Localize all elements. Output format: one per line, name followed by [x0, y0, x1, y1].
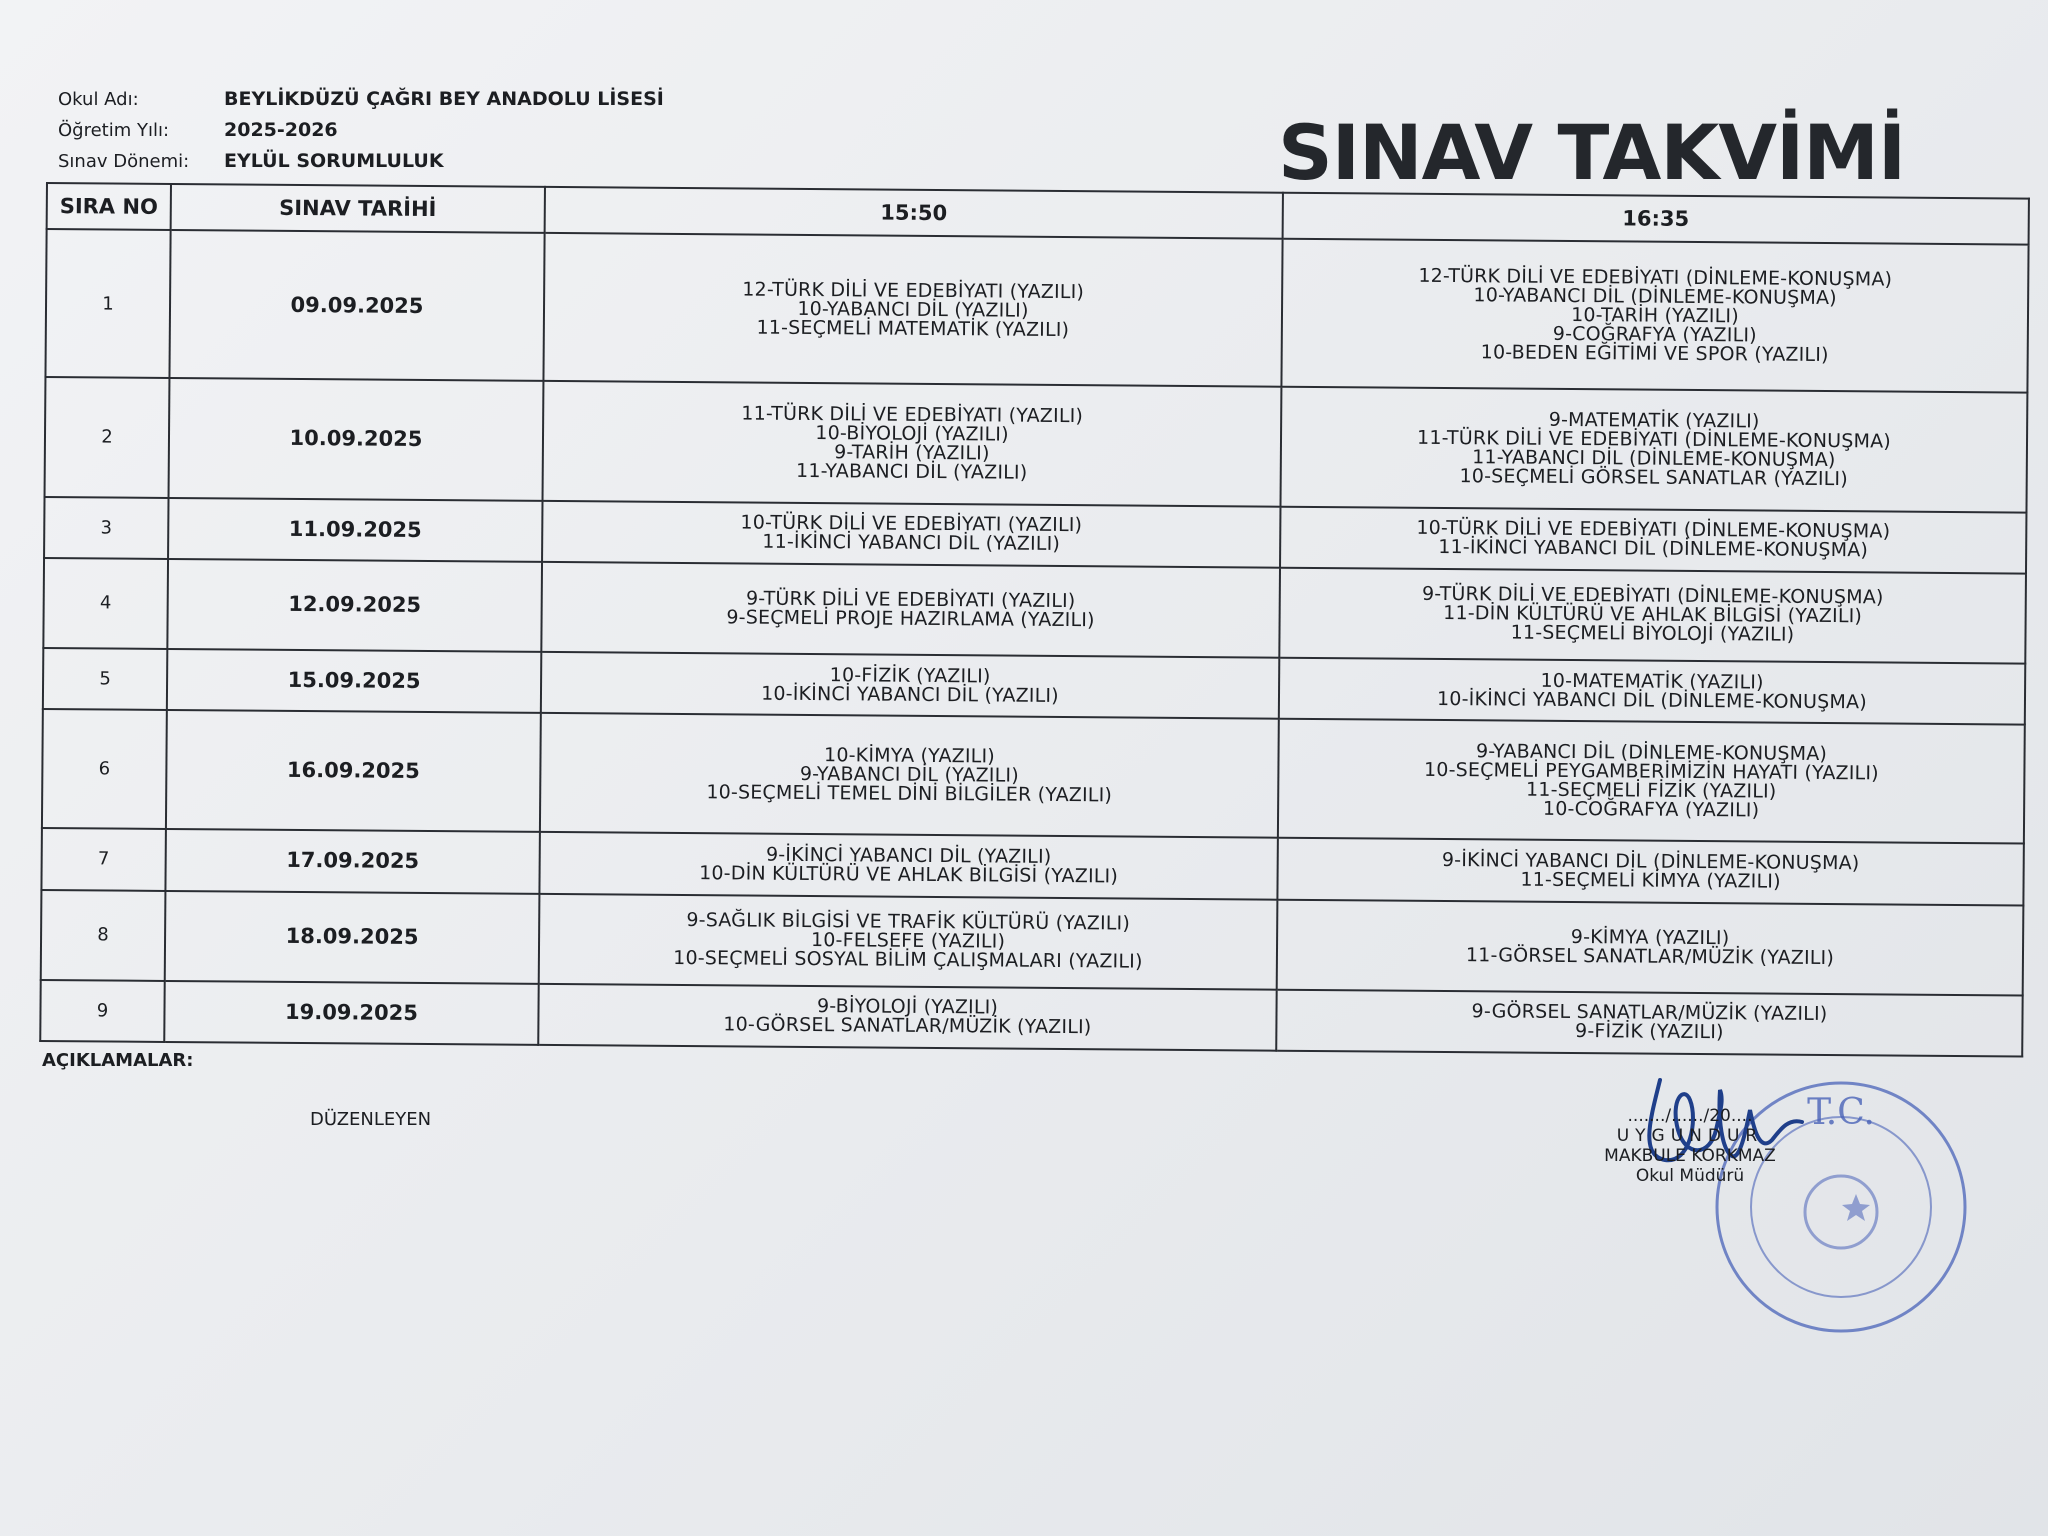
year-label: Öğretim Yılı: [58, 120, 170, 141]
exam-entry: 11-İKİNCİ YABANCI DİL (DİNLEME-KONUŞMA) [1438, 536, 1869, 562]
exam-entry: 10-İKİNCİ YABANCI DİL (YAZILI) [761, 682, 1059, 707]
table-row [41, 890, 2024, 996]
exam-entry: 9-SEÇMELİ PROJE HAZIRLAMA (YAZILI) [726, 606, 1095, 632]
table-row [43, 558, 2026, 664]
exam-entry: 10-SEÇMELİ TEMEL DİNİ BİLGİLER (YAZILI) [706, 781, 1113, 807]
exam-entry: 11-SEÇMELİ FİZİK (YAZILI) [1525, 778, 1777, 803]
header-session-2: 16:35 [1283, 193, 2029, 245]
session-1635-cell [1280, 506, 2026, 573]
exam-entry: 9-SAĞLIK BİLGİSİ VE TRAFİK KÜLTÜRÜ (YAZILI) [686, 909, 1131, 935]
exam-entry: 9-İKİNCİ YABANCI DİL (DİNLEME-KONUŞMA) [1441, 848, 1860, 875]
exam-entry: 10-SEÇMELİ GÖRSEL SANATLAR (YAZILI) [1459, 465, 1848, 491]
exam-entry: 10-BİYOLOJİ (YAZILI) [815, 422, 1009, 446]
stamp-text: T.C. [1807, 1092, 1875, 1133]
exam-entry: 10-GÖRSEL SANATLAR/MÜZİK (YAZILI) [723, 1013, 1092, 1039]
session-1550-cell [541, 562, 1280, 658]
exam-entry: 11-YABANCI DİL (DİNLEME-KONUŞMA) [1472, 446, 1836, 472]
period-label: Sınav Dönemi: [58, 151, 190, 172]
schedule-body [40, 229, 2028, 1057]
exam-entry: 10-MATEMATİK (YAZILI) [1540, 669, 1764, 694]
exam-entry: 9-COĞRAFYA (YAZILI) [1552, 322, 1757, 347]
session-1550-cell [540, 713, 1279, 838]
exam-date: 12.09.2025 [167, 559, 542, 652]
exam-entry: 9-İKİNCİ YABANCI DİL (YAZILI) [765, 843, 1052, 868]
session-1550-cell [539, 832, 1277, 899]
exam-entry: 10-İKİNCİ YABANCI DİL (DİNLEME-KONUŞMA) [1436, 687, 1867, 713]
table-row [45, 229, 2028, 393]
exam-date: 19.09.2025 [164, 981, 538, 1045]
header-session-1: 15:50 [545, 187, 1283, 239]
session-1635-cell [1277, 899, 2024, 995]
row-number: 1 [45, 229, 170, 378]
row-number: 4 [43, 558, 168, 649]
exam-entry: 9-BİYOLOJİ (YAZILI) [816, 995, 999, 1019]
exam-entry: 9-TÜRK DİLİ VE EDEBİYATI (YAZILI) [745, 587, 1076, 612]
exam-entry: 11-TÜRK DİLİ VE EDEBİYATI (DİNLEME-KONUŞMA) [1417, 426, 1892, 453]
row-number: 9 [40, 980, 164, 1042]
exam-entry: 10-TARİH (YAZILI) [1571, 303, 1739, 327]
session-1550-cell [542, 501, 1280, 568]
exam-entry: 9-TÜRK DİLİ VE EDEBİYATI (DİNLEME-KONUŞMA) [1421, 583, 1884, 609]
exam-entry: 10-FİZİK (YAZILI) [829, 663, 991, 687]
exam-entry: 10-YABANCI DİL (YAZILI) [797, 297, 1029, 322]
row-number: 6 [42, 709, 167, 829]
exam-entry: 10-FELSEFE (YAZILI) [810, 929, 1006, 953]
academic-year: 2025-2026 [224, 119, 338, 141]
exam-entry: 10-YABANCI DİL (DİNLEME-KONUŞMA) [1473, 283, 1837, 309]
row-number: 5 [43, 648, 167, 710]
session-1550-cell [539, 893, 1278, 989]
session-1635-cell [1281, 239, 2028, 393]
exam-entry: 10-TÜRK DİLİ VE EDEBİYATI (DİNLEME-KONUŞMA) [1416, 516, 1891, 543]
exam-entry: 11-SEÇMELİ BİYOLOJİ (YAZILI) [1510, 621, 1795, 647]
approval-date: ......./....../20.... [1627, 1106, 1753, 1126]
session-1550-cell [543, 381, 1282, 506]
exam-entry: 9-GÖRSEL SANATLAR/MÜZİK (YAZILI) [1471, 1000, 1828, 1026]
document-meta [58, 84, 664, 177]
row-number: 2 [45, 377, 170, 497]
exam-entry: 9-FİZİK (YAZILI) [1575, 1020, 1724, 1044]
exam-date: 09.09.2025 [169, 230, 544, 381]
header-sinav-tarihi: SINAV TARİHİ [171, 184, 545, 233]
row-number: 3 [44, 497, 168, 559]
exam-entry: 12-TÜRK DİLİ VE EDEBİYATI (YAZILI) [742, 278, 1085, 303]
row-number: 8 [41, 890, 166, 981]
exam-entry: 10-KİMYA (YAZILI) [824, 744, 996, 768]
exam-date: 10.09.2025 [169, 378, 544, 500]
exam-date: 16.09.2025 [166, 710, 541, 832]
exam-entry: 11-TÜRK DİLİ VE EDEBİYATI (YAZILI) [741, 402, 1084, 428]
exam-entry: 10-SEÇMELİ PEYGAMBERİMİZİN HAYATI (YAZILI) [1423, 758, 1879, 785]
exam-entry: 9-TARİH (YAZILI) [834, 441, 990, 465]
exam-entry: 11-SEÇMELİ KİMYA (YAZILI) [1520, 868, 1781, 893]
table-row [45, 377, 2028, 512]
table-row [42, 709, 2025, 844]
period-row [58, 146, 664, 177]
notes-label: AÇIKLAMALAR: [42, 1050, 194, 1071]
exam-entry: 10-DİN KÜLTÜRÜ VE AHLAK BİLGİSİ (YAZILI) [699, 862, 1119, 888]
year-row [58, 115, 664, 146]
session-1635-cell [1277, 838, 2023, 905]
exam-entry: 9-KİMYA (YAZILI) [1570, 925, 1730, 949]
exam-entry: 11-YABANCI DİL (YAZILI) [796, 459, 1028, 484]
exam-date: 15.09.2025 [167, 649, 541, 713]
exam-date: 11.09.2025 [168, 498, 542, 562]
session-1550-cell [538, 984, 1276, 1051]
session-1635-cell [1280, 387, 2027, 512]
exam-date: 18.09.2025 [165, 891, 540, 984]
prepared-by-label: DÜZENLEYEN [310, 1109, 432, 1130]
exam-entry: 12-TÜRK DİLİ VE EDEBİYATI (DİNLEME-KONUŞMA) [1418, 264, 1893, 291]
exam-period: EYLÜL SORUMLULUK [224, 150, 444, 172]
header-sira-no: SIRA NO [47, 183, 171, 230]
school-row [58, 84, 664, 115]
session-1635-cell [1278, 719, 2025, 844]
session-1635-cell [1276, 989, 2022, 1056]
exam-entry: 11-GÖRSEL SANATLAR/MÜZİK (YAZILI) [1465, 943, 1835, 969]
session-1635-cell [1279, 658, 2025, 725]
school-name: BEYLİKDÜZÜ ÇAĞRI BEY ANADOLU LİSESİ [224, 88, 664, 110]
principal-title: Okul Müdürü [1635, 1166, 1745, 1186]
exam-entry: 9-YABANCI DİL (YAZILI) [799, 763, 1019, 787]
exam-entry: 10-TÜRK DİLİ VE EDEBİYATI (YAZILI) [740, 511, 1083, 537]
exam-entry: 11-İKİNCİ YABANCI DİL (YAZILI) [762, 530, 1061, 556]
approval-label: UYGUNDUR [1616, 1126, 1764, 1146]
document-title: SINAV TAKVİMİ [1278, 108, 1906, 197]
exam-entry: 9-MATEMATİK (YAZILI) [1548, 408, 1760, 433]
session-1635-cell [1279, 567, 2026, 663]
exam-date: 17.09.2025 [165, 829, 539, 893]
exam-entry: 11-DİN KÜLTÜRÜ VE AHLAK BİLGİSİ (YAZILI) [1443, 602, 1863, 628]
row-number: 7 [41, 828, 165, 890]
exam-schedule-table [39, 182, 2030, 1058]
approval-block [1570, 1106, 1810, 1186]
principal-name: MAKBULE KORKMAZ [1604, 1146, 1776, 1166]
exam-entry: 11-SEÇMELİ MATEMATİK (YAZILI) [756, 316, 1070, 341]
session-1550-cell [543, 233, 1282, 387]
school-label: Okul Adı: [58, 89, 139, 110]
session-1550-cell [541, 652, 1279, 719]
exam-entry: 9-YABANCI DİL (DİNLEME-KONUŞMA) [1475, 739, 1828, 765]
exam-entry: 10-SEÇMELİ SOSYAL BİLİM ÇALIŞMALARI (YAZILI) [673, 947, 1143, 973]
exam-entry: 10-BEDEN EĞİTİMİ VE SPOR (YAZILI) [1480, 340, 1829, 366]
exam-entry: 10-COĞRAFYA (YAZILI) [1542, 797, 1760, 822]
